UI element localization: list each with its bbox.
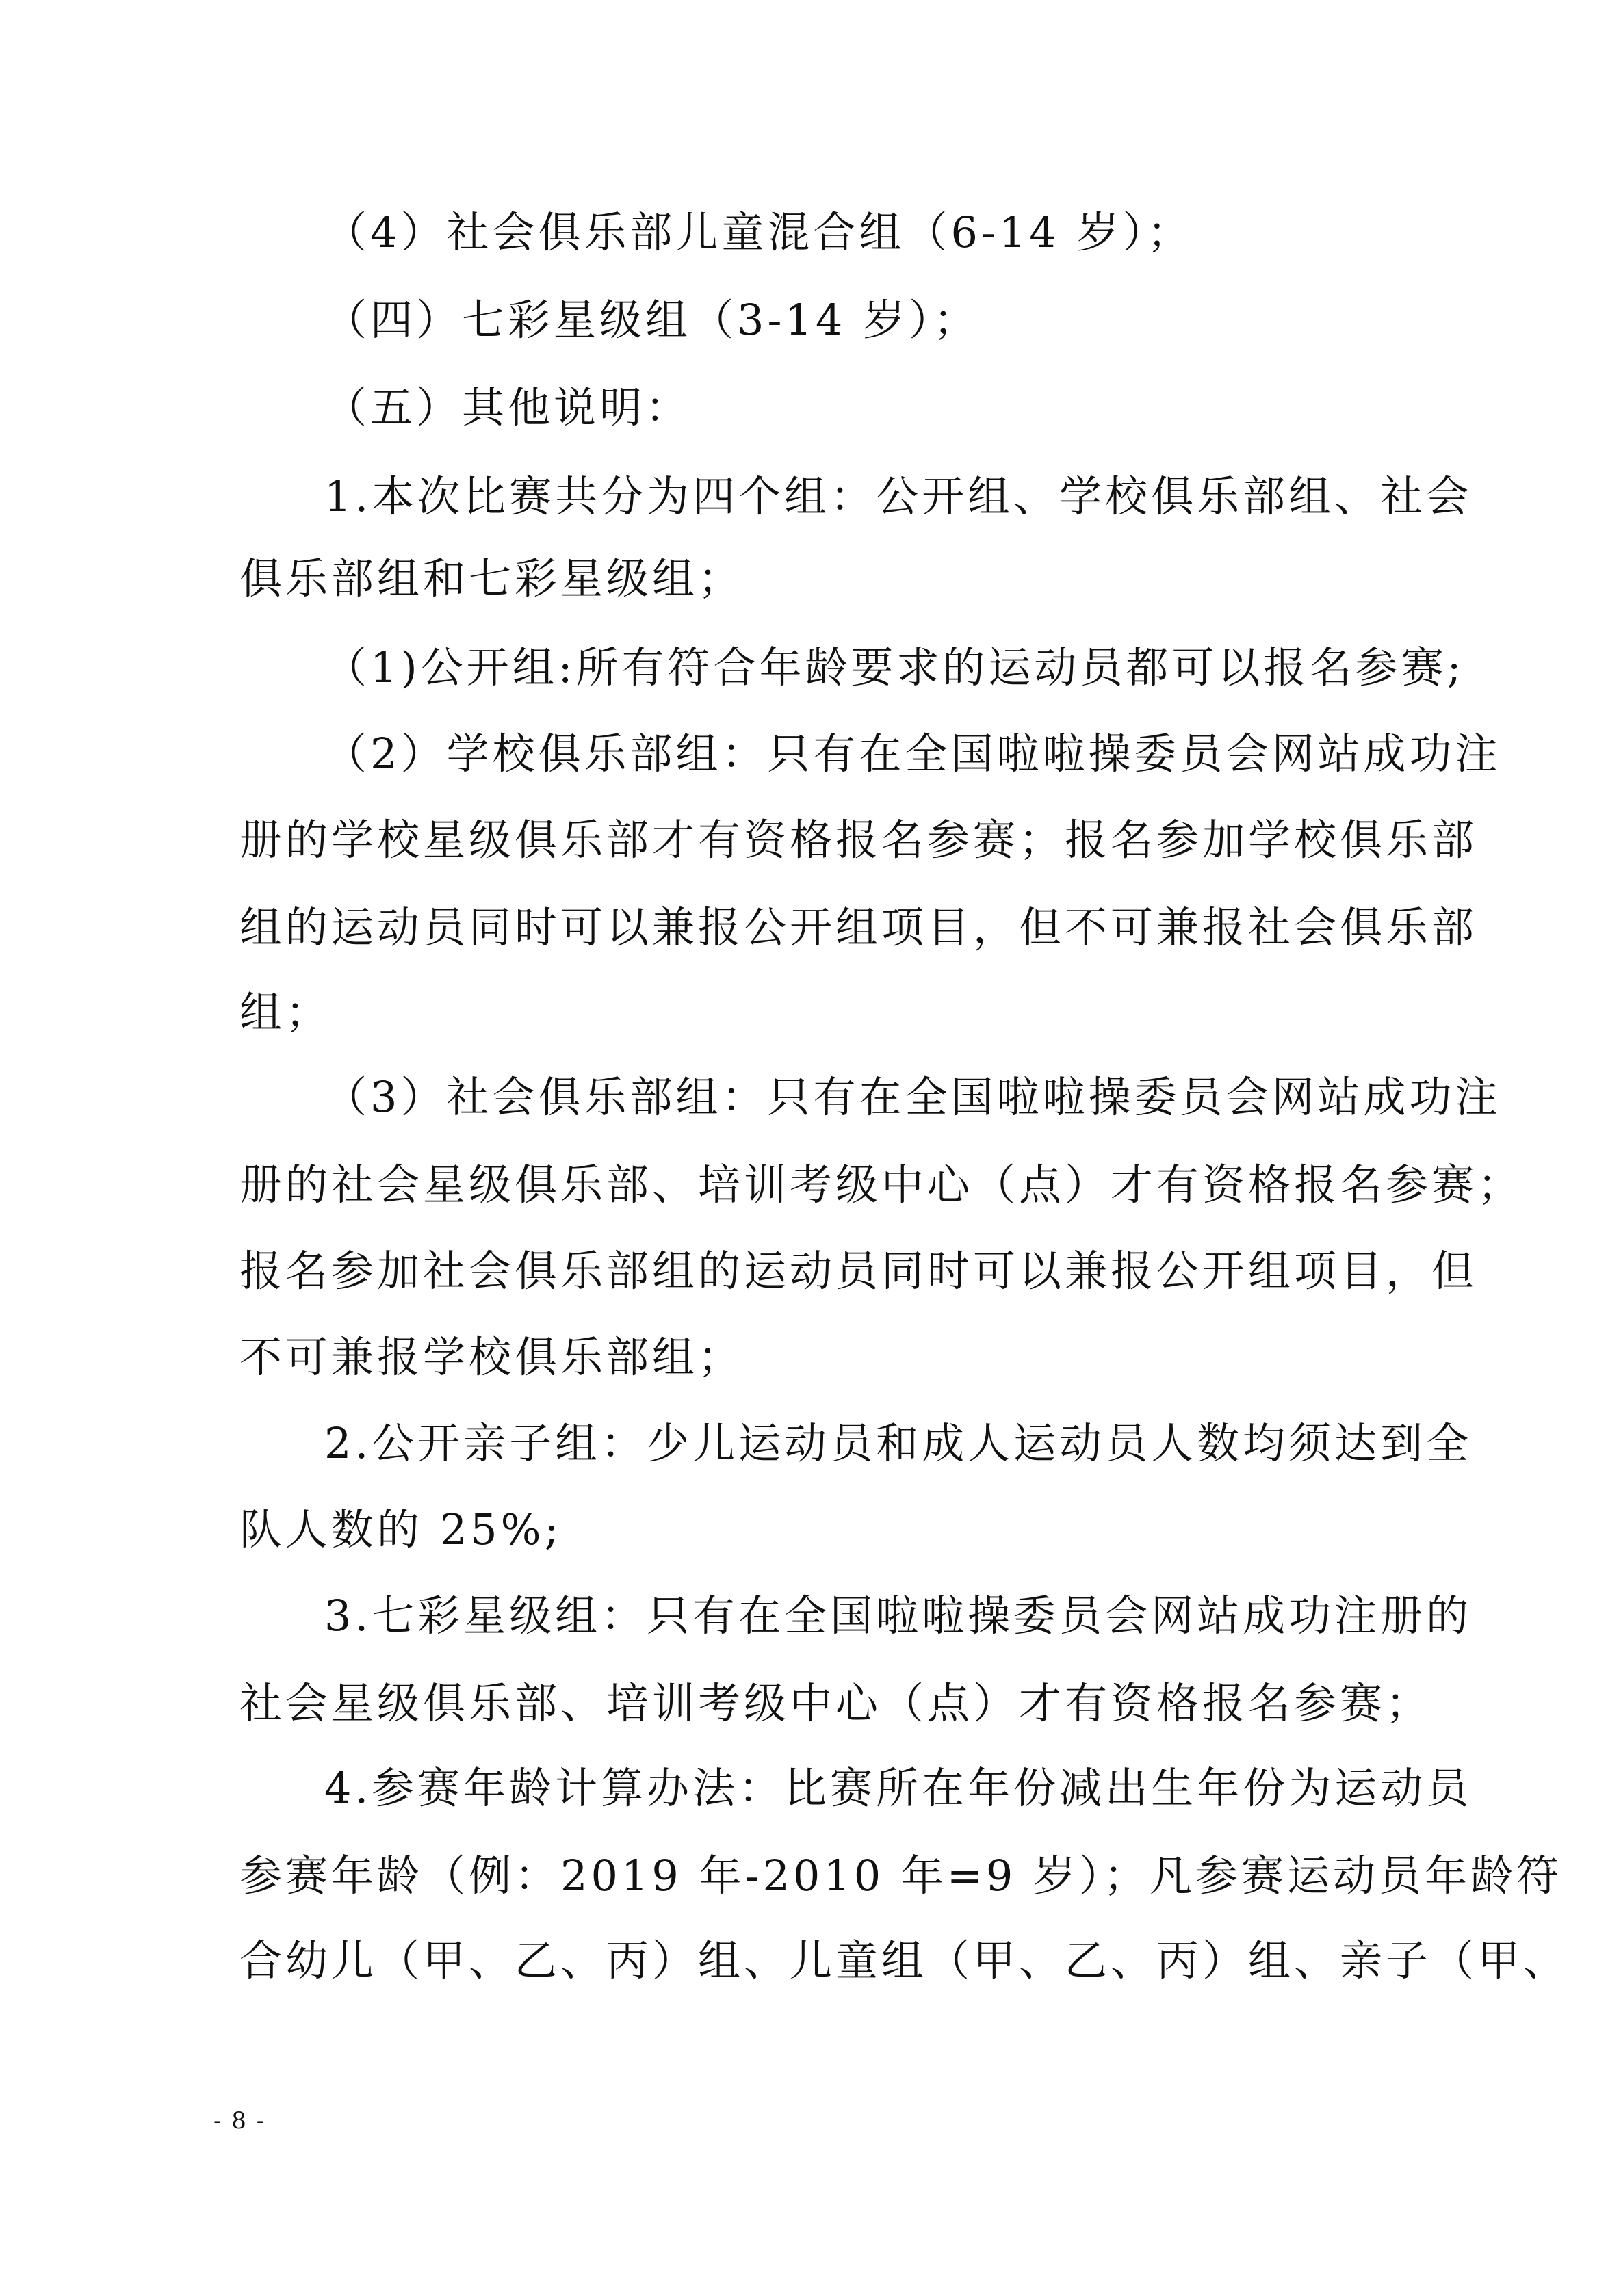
text-line: 不可兼报学校俱乐部组； — [239, 1332, 744, 1382]
text-line: 4.参赛年龄计算办法：比赛所在年份减出生年份为运动员 — [324, 1763, 1473, 1813]
text-line: 合幼儿（甲、乙、丙）组、儿童组（甲、乙、丙）组、亲子（甲、 — [239, 1935, 1570, 1985]
text-line: 俱乐部组和七彩星级组； — [239, 553, 744, 603]
text-line: 3.七彩星级组：只有在全国啦啦操委员会网站成功注册的 — [324, 1591, 1473, 1641]
text-line: （五）其他说明： — [324, 382, 692, 432]
text-line: （四）七彩星级组（3-14 岁）； — [324, 295, 979, 345]
text-line: 报名参加社会俱乐部组的运动员同时可以兼报公开组项目，但 — [239, 1246, 1478, 1296]
text-line: 社会星级俱乐部、培训考级中心（点）才有资格报名参赛； — [239, 1678, 1432, 1728]
text-line: 队人数的 25%; — [239, 1504, 562, 1554]
text-line: 参赛年龄（例：2019 年-2010 年=9 岁）；凡参赛运动员年龄符 — [239, 1851, 1563, 1901]
text-line: 1.本次比赛共分为四个组：公开组、学校俱乐部组、社会 — [324, 471, 1473, 521]
text-line: 组； — [239, 987, 332, 1037]
text-line: 组的运动员同时可以兼报公开组项目，但不可兼报社会俱乐部 — [239, 902, 1478, 952]
text-line: 册的社会星级俱乐部、培训考级中心（点）才有资格报名参赛； — [239, 1160, 1524, 1210]
text-line: （2）学校俱乐部组：只有在全国啦啦操委员会网站成功注 — [324, 729, 1501, 779]
text-line: 2.公开亲子组：少儿运动员和成人运动员人数均须达到全 — [324, 1418, 1473, 1468]
text-line: （1)公开组:所有符合年龄要求的运动员都可以报名参赛; — [324, 642, 1465, 692]
text-line: （4）社会俱乐部儿童混合组（6-14 岁）； — [324, 207, 1193, 257]
page-number: - 8 - — [213, 2107, 266, 2135]
text-line: （3）社会俱乐部组：只有在全国啦啦操委员会网站成功注 — [324, 1072, 1501, 1122]
text-line: 册的学校星级俱乐部才有资格报名参赛；报名参加学校俱乐部 — [239, 815, 1478, 865]
